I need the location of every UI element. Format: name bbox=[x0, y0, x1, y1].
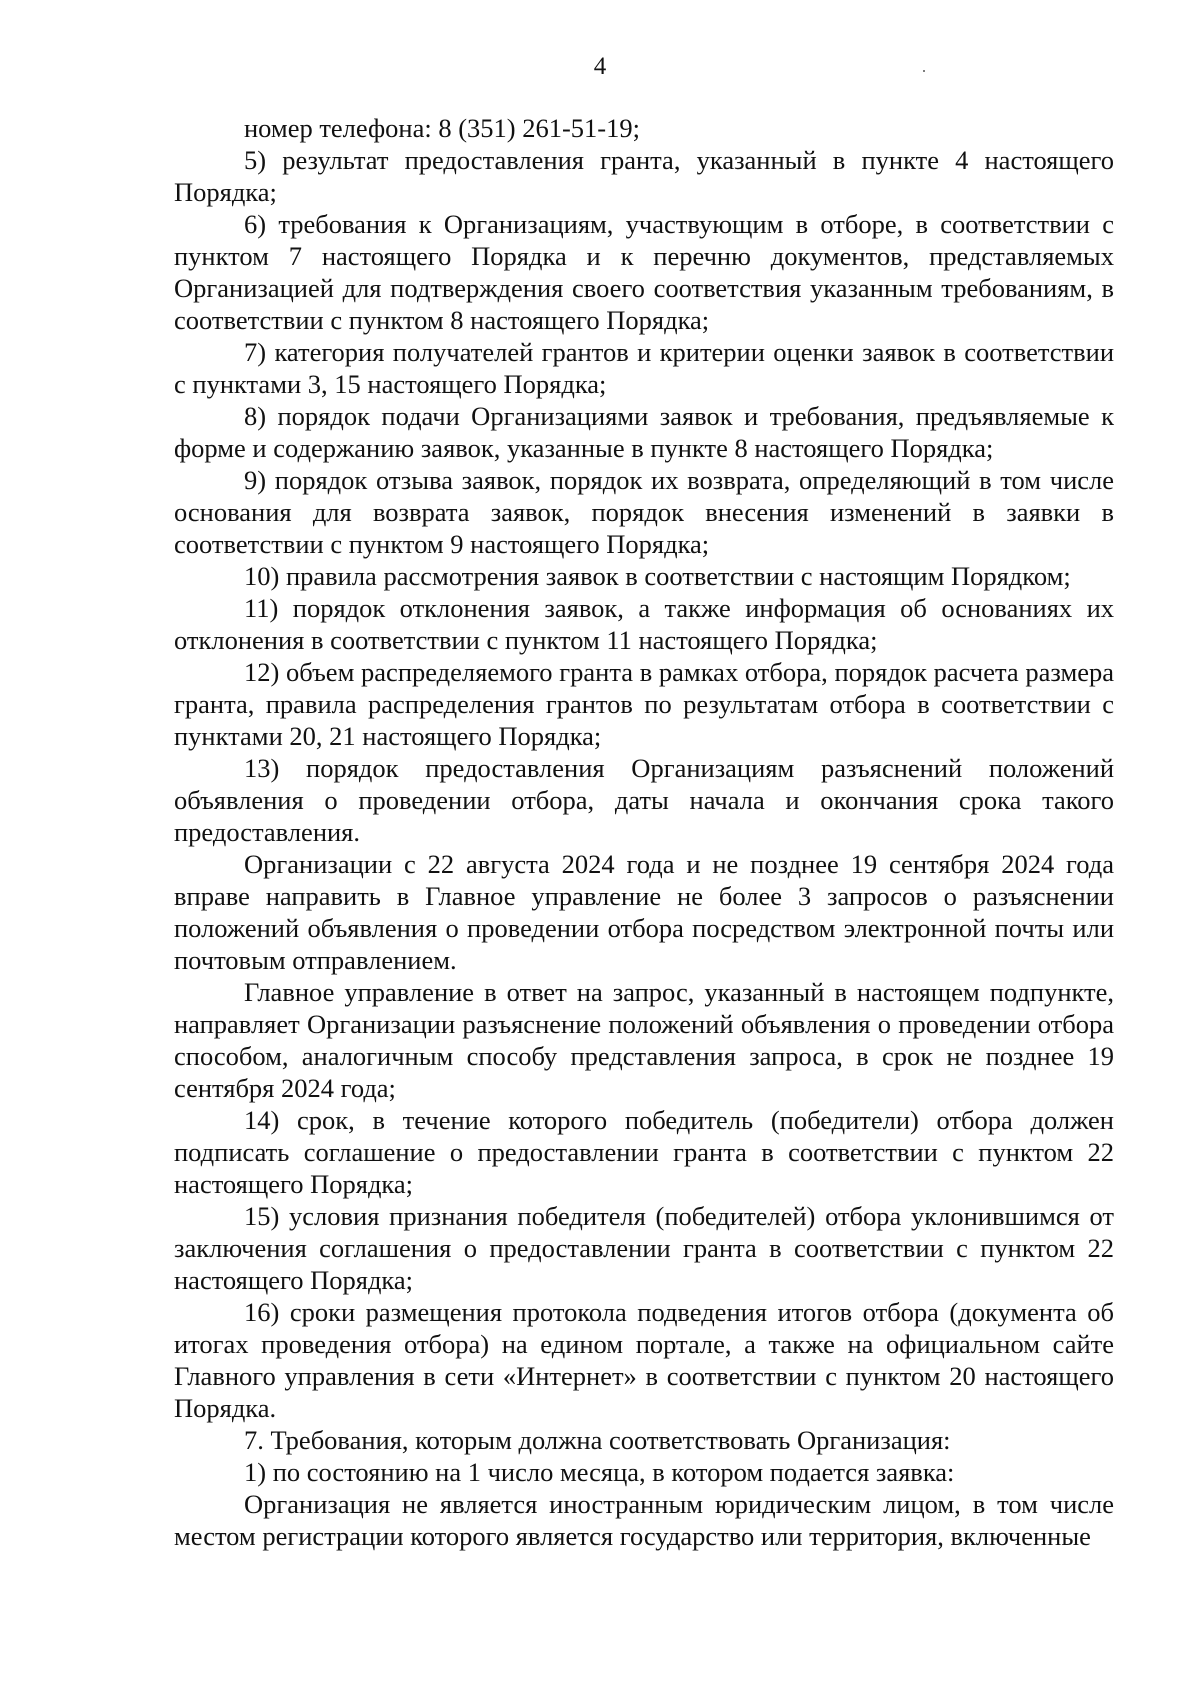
document-body bbox=[174, 112, 1114, 1552]
paragraph: номер телефона: 8 (351) 261-51-19; bbox=[244, 113, 640, 143]
paragraph: 16) сроки размещения протокола подведения итогов отбора (документа об итогах проведения отбора) на едином портале, а также на официальном сайте Главного управления в сети «Интернет» в соответствии с пунктом 20 настоящего Порядка. bbox=[174, 1297, 1114, 1423]
paragraph: 8) порядок подачи Организациями заявок и требования, предъявляемые к форме и содержанию заявок, указанные в пункте 8 настоящего Порядка; bbox=[174, 401, 1114, 463]
paragraph: 7) категория получателей грантов и критерии оценки заявок в соответствии с пунктами 3, 15 настоящего Порядка; bbox=[174, 337, 1114, 399]
paragraph: 6) требования к Организациям, участвующим в отборе, в соответствии с пунктом 7 настоящего Порядка и к перечню документов, представляемых Организацией для подтверждения своего соответствия указанным требованиям, в соответствии с пунктом 8 настоящего Порядка; bbox=[174, 209, 1114, 335]
page-number: 4 bbox=[593, 53, 607, 80]
paragraph: 12) объем распределяемого гранта в рамках отбора, порядок расчета размера гранта, правила распределения грантов по результатам отбора в соответствии с пунктами 20, 21 настоящего Порядка; bbox=[174, 657, 1114, 751]
paragraph: 13) порядок предоставления Организациям разъяснений положений объявления о проведении отбора, даты начала и окончания срока такого предоставления. bbox=[174, 753, 1114, 847]
paragraph: 14) срок, в течение которого победитель (победители) отбора должен подписать соглашение о предоставлении гранта в соответствии с пунктом 22 настоящего Порядка; bbox=[174, 1105, 1114, 1199]
paragraph: 10) правила рассмотрения заявок в соответствии с настоящим Порядком; bbox=[244, 561, 1071, 591]
paragraph: Главное управление в ответ на запрос, указанный в настоящем подпункте, направляет Организации разъяснение положений объявления о проведении отбора способом, аналогичным способу представления запроса, в срок не позднее 19 сентября 2024 года; bbox=[174, 977, 1114, 1103]
paragraph: 9) порядок отзыва заявок, порядок их возврата, определяющий в том числе основания для возврата заявок, порядок внесения изменений в заявки в соответствии с пунктом 9 настоящего Порядка; bbox=[174, 465, 1114, 559]
paragraph: 15) условия признания победителя (победителей) отбора уклонившимся от заключения соглашения о предоставлении гранта в соответствии с пунктом 22 настоящего Порядка; bbox=[174, 1201, 1114, 1295]
scan-speck bbox=[923, 70, 925, 72]
paragraph: 11) порядок отклонения заявок, а также информация об основаниях их отклонения в соответствии с пунктом 11 настоящего Порядка; bbox=[174, 593, 1114, 655]
paragraph: 7. Требования, которым должна соответствовать Организация: bbox=[244, 1425, 951, 1455]
paragraph: 5) результат предоставления гранта, указанный в пункте 4 настоящего Порядка; bbox=[174, 145, 1114, 207]
paragraph: 1) по состоянию на 1 число месяца, в котором подается заявка: bbox=[244, 1457, 955, 1487]
paragraph: Организации с 22 августа 2024 года и не позднее 19 сентября 2024 года вправе направить в Главное управление не более 3 запросов о разъяснении положений объявления о проведении отбора посредством электронной почты или почтовым отправлением. bbox=[174, 849, 1114, 975]
paragraph: Организация не является иностранным юридическим лицом, в том числе местом регистрации которого является государство или территория, включенные bbox=[174, 1489, 1114, 1551]
